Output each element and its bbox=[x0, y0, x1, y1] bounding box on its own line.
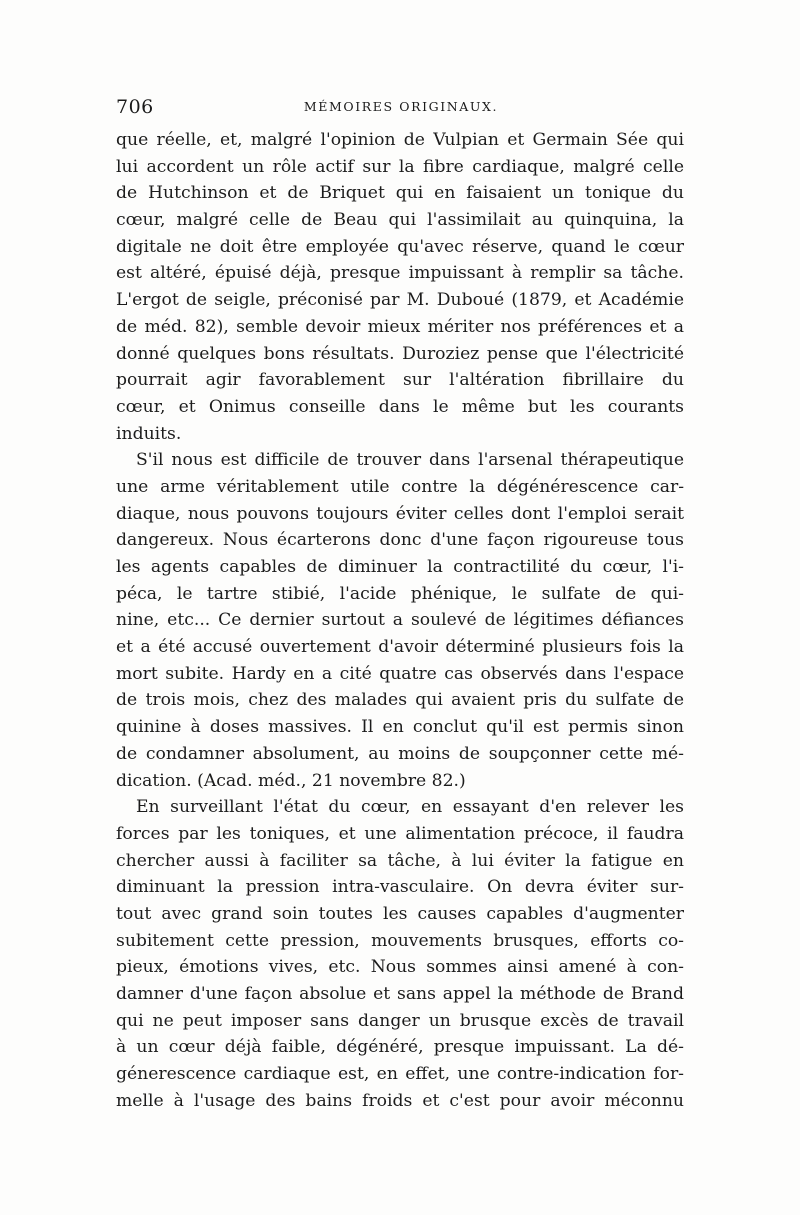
page-number: 706 bbox=[116, 96, 154, 118]
text-line: dication. (Acad. méd., 21 novembre 82.) bbox=[116, 770, 466, 791]
text-line: cœur, et Onimus conseille dans le même but les courants bbox=[116, 396, 684, 417]
text-line: donné quelques bons résultats. Duroziez pense que l'électricité bbox=[116, 343, 684, 364]
text-line: damner d'une façon absolue et sans appel la méthode de Brand bbox=[116, 984, 684, 1004]
text-line: les agents capables de diminuer la contractilité du cœur, l'i- bbox=[116, 557, 684, 577]
text-line: digitale ne doit être employée qu'avec réserve, quand le cœur bbox=[116, 236, 684, 257]
text-line: melle à l'usage des bains froids et c'est pour avoir méconnu bbox=[116, 1090, 684, 1111]
text-line: péca, le tartre stibié, l'acide phénique, le sulfate de qui- bbox=[116, 583, 684, 604]
text-line: que réelle, et, malgré l'opinion de Vulpian et Germain Sée qui bbox=[116, 130, 684, 150]
text-line: S'il nous est difficile de trouver dans l'arsenal thérapeutique bbox=[136, 450, 684, 471]
text-line: nine, etc... Ce dernier surtout a soulevé de légitimes défiances bbox=[116, 610, 684, 631]
text-line: chercher aussi à faciliter sa tâche, à lui éviter la fatigue en bbox=[116, 850, 684, 871]
text-line: En surveillant l'état du cœur, en essayant d'en relever les bbox=[136, 797, 684, 818]
text-line: tout avec grand soin toutes les causes capables d'augmenter bbox=[116, 903, 684, 924]
text-line: induits. bbox=[116, 423, 182, 444]
text-line: subitement cette pression, mouvements brusques, efforts co- bbox=[116, 930, 684, 951]
body-text bbox=[116, 127, 684, 1114]
text-line: une arme véritablement utile contre la dégénérescence car- bbox=[116, 476, 684, 497]
text-line: est altéré, épuisé déjà, presque impuissant à remplir sa tâche. bbox=[116, 263, 684, 284]
text-line: L'ergot de seigle, préconisé par M. Duboué (1879, et Académie bbox=[116, 290, 684, 311]
text-line: cœur, malgré celle de Beau qui l'assimilait au quinquina, la bbox=[116, 210, 684, 231]
text-line: diaque, nous pouvons toujours éviter celles dont l'emploi serait bbox=[116, 503, 684, 524]
text-line: quinine à doses massives. Il en conclut qu'il est permis sinon bbox=[116, 717, 684, 738]
text-line: de Hutchinson et de Briquet qui en faisaient un tonique du bbox=[116, 183, 684, 204]
text-line: pieux, émotions vives, etc. Nous sommes ainsi amené à con- bbox=[116, 957, 684, 978]
running-title: MÉMOIRES ORIGINAUX. bbox=[303, 99, 499, 114]
text-line: qui ne peut imposer sans danger un brusque excès de travail bbox=[116, 1010, 684, 1031]
text-line: génerescence cardiaque est, en effet, une contre-indication for- bbox=[116, 1064, 684, 1085]
text-line: forces par les toniques, et une alimentation précoce, il faudra bbox=[116, 823, 684, 844]
page-header bbox=[116, 96, 686, 120]
text-line: de méd. 82), semble devoir mieux mériter nos préférences et a bbox=[116, 316, 684, 337]
text-line: mort subite. Hardy en a cité quatre cas observés dans l'espace bbox=[116, 663, 684, 684]
text-line: pourrait agir favorablement sur l'altération fibrillaire du bbox=[116, 370, 684, 391]
text-line: dangereux. Nous écarterons donc d'une façon rigoureuse tous bbox=[116, 530, 684, 551]
text-line: lui accordent un rôle actif sur la fibre cardiaque, malgré celle bbox=[116, 156, 684, 177]
text-line: de condamner absolument, au moins de soupçonner cette mé- bbox=[116, 743, 684, 764]
text-line: à un cœur déjà faible, dégénéré, presque impuissant. La dé- bbox=[116, 1037, 684, 1058]
text-line: et a été accusé ouvertement d'avoir déterminé plusieurs fois la bbox=[116, 637, 684, 658]
text-line: de trois mois, chez des malades qui avaient pris du sulfate de bbox=[116, 690, 684, 711]
text-line: diminuant la pression intra-vasculaire. On devra éviter sur- bbox=[116, 877, 684, 898]
